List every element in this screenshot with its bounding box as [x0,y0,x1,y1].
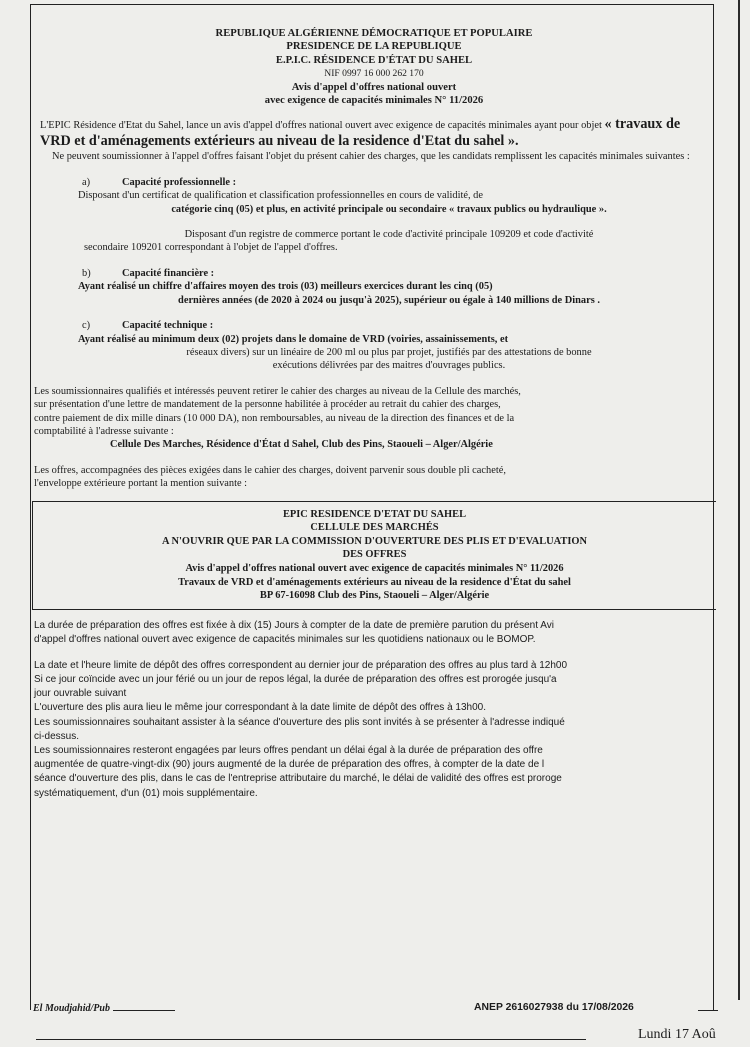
section-b-heading: Capacité financière : [122,267,215,279]
section-a-label: a) [82,176,91,188]
envelope-l3: A N'OUVRIR QUE PAR LA COMMISSION D'OUVERTURE DES PLIS ET D'EVALUATION [162,535,587,547]
depot-l5: Les soumissionnaires souhaitant assister à la séance d'ouverture des plis sont invités à se présenter à l'adresse indiqué [34,716,565,728]
footer-source: El Moudjahid/Pub [33,1003,110,1014]
offres-paragraph [34,464,708,491]
retrait-adresse: Cellule Des Marches, Résidence d'État d Sahel, Club des Pins, Staoueli – Alger/Algérie [110,439,493,451]
footer-rule-right [698,1010,718,1011]
envelope-l5: Avis d'appel d'offres national ouvert avec exigence de capacités minimales N° 11/2026 [185,562,564,574]
depot-l1: La date et l'heure limite de dépôt des offres correspondent au dernier jour de préparation des offres au plus tard à 12h00 [34,659,568,671]
page-date: Lundi 17 Aoû [638,1027,716,1042]
section-a-p2-l2: secondaire 109201 correspondant à l'objet de l'appel d'offres. [84,242,338,254]
retrait-l4: comptabilité à l'adresse suivante : [34,425,174,437]
section-c-label: c) [82,320,91,332]
envelope-l1: EPIC RESIDENCE D'ETAT DU SAHEL [282,508,467,520]
envelope-l4: DES OFFRES [342,549,407,561]
column-divider [738,0,740,1000]
section-b-title [82,267,708,280]
section-b-p1-l2: dernières années (de 2020 à 2024 ou jusqu'à 2025), supérieur ou égale à 140 millions de Dinars . [178,294,600,306]
section-c-body [78,333,700,373]
depot-l7: Les soumissionnaires resteront engagées par leurs offres pendant un délai égal à la durée de préparation des offre [34,744,543,756]
depot-l8: augmentée de quatre-vingt-dix (90) jours augmenté de la durée de préparation des offres, à compter de la date de l [34,759,545,771]
header-title-2: avec exigence de capacités minimales N° 11/2026 [264,95,484,107]
section-c-p1-l1: Ayant réalisé au minimum deux (02) projets dans le domaine de VRD (voiries, assainissements, et [78,333,509,345]
intro-conditions: Ne peuvent soumissionner à l'appel d'offres faisant l'objet du présent cahier des charges, que les candidats remplissent les capacités minimales suivantes : [52,151,690,163]
announcement-content [34,8,708,801]
section-a-title [82,176,708,189]
section-a-p1-l2: catégorie cinq (05) et plus, en activité principale ou secondaire « travaux publics ou hydraulique ». [171,203,607,215]
section-b-p1-l1: Ayant réalisé un chiffre d'affaires moyen des trois (03) meilleurs exercices durant les cinq (05) [78,281,493,293]
depot-l10: systématiquement, d'un (01) mois supplémentaire. [34,787,258,799]
offres-l1: Les offres, accompagnées des pièces exigées dans le cahier des charges, doivent parvenir sous double pli cacheté, [34,464,506,476]
retrait-l1: Les soumissionnaires qualifiés et intéressés peuvent retirer le cahier des charges au niveau de la Cellule des marchés, [34,385,521,397]
envelope-l7: BP 67-16098 Club des Pins, Staoueli – Alger/Algérie [259,590,490,602]
depot-l6: ci-dessus. [34,730,80,742]
header-presidence: PRESIDENCE DE LA REPUBLIQUE [286,41,462,53]
retrait-paragraph [34,385,708,452]
intro-paragraph [40,116,708,150]
duree-paragraph [34,619,708,647]
duree-l2: d'appel d'offres national ouvert avec exigence de capacités minimales sur les quotidiens nationaux ou le BOMOP. [34,633,536,645]
section-c-title [82,319,708,332]
depot-l2: Si ce jour coïncide avec un jour férié ou un jour de repos légal, la durée de préparation des offres est prorogée jusqu'a [34,673,557,685]
depot-l4: L'ouverture des plis aura lieu le même jour correspondant à la date limite de dépôt des offres à 13h00. [34,702,486,714]
intro-text: L'EPIC Résidence d'Etat du Sahel, lance un avis d'appel d'offres national ouvert avec exigence de capacités minimales ayant pour objet [40,120,602,132]
footer-rule-left [113,1010,175,1011]
retrait-l2: sur présentation d'une lettre de mandatement de la personne habilitée à procéder au retrait du cahier des charges, [34,399,501,411]
header-nif: NIF 0997 16 000 262 170 [324,68,424,80]
section-a-p1-l1: Disposant d'un certificat de qualification et classification professionnelles en cours de validité, de [78,190,483,202]
announcement-header [40,27,708,107]
header-epic: E.P.I.C. RÉSIDENCE D'ÉTAT DU SAHEL [275,54,473,66]
section-a-p2-l1: Disposant d'un registre de commerce portant le code d'activité principale 109209 et code d'activité [184,229,594,241]
header-title-1: Avis d'appel d'offres national ouvert [291,81,457,93]
header-republic: REPUBLIQUE ALGÉRIENNE DÉMOCRATIQUE ET POPULAIRE [215,28,533,39]
section-c-p1-l3: exécutions délivrées par des maitres d'ouvrages publics. [272,360,506,372]
bottom-rule [36,1039,586,1040]
envelope-l6: Travaux de VRD et d'aménagements extérieurs au niveau de la residence d'État du sahel [178,576,571,588]
intro-objet: « travaux de VRD et d'aménagements extérieurs au niveau de la residence d'Etat du sahel ». [40,116,681,150]
section-b-body [78,280,700,307]
depot-l9: séance d'ouverture des plis, dans le cas de l'entreprise attributaire du marché, le délai de validité des offres est proroge [34,773,562,785]
envelope-l2: CELLULE DES MARCHÉS [310,522,439,534]
footer-reference: ANEP 2616027938 du 17/08/2026 [474,1002,634,1013]
section-c-p1-l2: réseaux divers) sur un linéaire de 200 ml ou plus par projet, justifiés par des attestations de bonne [186,346,592,358]
section-a-heading: Capacité professionnelle : [122,176,237,188]
retrait-l3: contre paiement de dix mille dinars (10 000 DA), non remboursables, au niveau de la direction des finances et de la [34,412,515,424]
depot-paragraph [34,659,708,801]
offres-l2: l'enveloppe extérieure portant la mention suivante : [34,478,248,490]
announcement-footer [30,1003,718,1017]
duree-l1: La durée de préparation des offres est fixée à dix (15) Jours à compter de la date de première parution du présent Avi [34,619,554,631]
depot-l3: jour ouvrable suivant [34,688,127,700]
envelope-mention-box [32,501,716,610]
section-c-heading: Capacité technique : [122,320,214,332]
section-a-body [78,189,700,255]
section-b-label: b) [82,267,91,279]
